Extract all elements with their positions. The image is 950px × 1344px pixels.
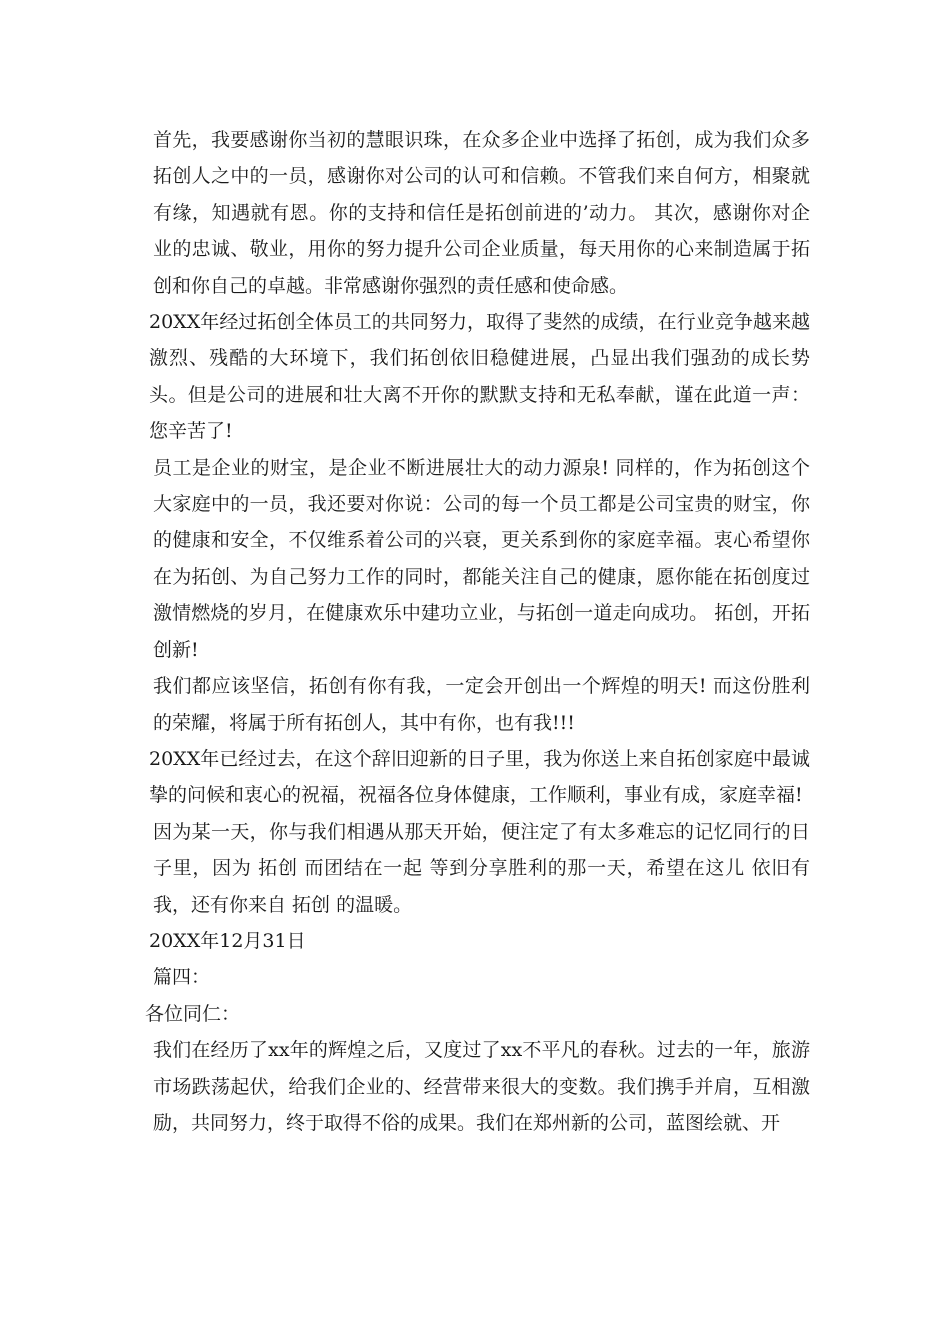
salutation: 各位同仁： — [145, 1002, 241, 1025]
date-line: 20XX年12月31日 — [149, 929, 306, 952]
paragraph-thanks: 首先，我要感谢你当初的慧眼识珠，在众多企业中选择了拓创，成为我们众多拓创人之中的一员，感谢你对公司的认可和信赖。不管我们来自何方，相聚就有缘，知遇就有恩。你的支持和信任是拓创前进的’动力。 其次，感谢你对企业的忠诚、敬业，用你的努力提升公司企业质量，每天用你的心来制造属于拓创和你自己的卓越。非常感谢你强烈的责任感和使命感。 — [153, 129, 810, 297]
paragraph-belief: 我们都应该坚信，拓创有你有我，一定会开创出一个辉煌的明天! 而这份胜利的荣耀，将属于所有拓创人，其中有你，也有我!!! — [153, 675, 810, 734]
section-heading: 篇四： — [153, 966, 211, 989]
document-page — [145, 122, 810, 1141]
paragraph-achievements: 20XX年经过拓创全体员工的共同努力，取得了斐然的成绩，在行业竞争越来越激烈、残酷的大环境下，我们拓创依旧稳健进展，凸显出我们强劲的成长势头。但是公司的进展和壮大离不开你的默默支持和无私奉献，谨在此道一声：您辛苦了! — [149, 311, 810, 443]
paragraph-new-year: 20XX年已经过去，在这个辞旧迎新的日子里，我为你送上来自拓创家庭中最诚挚的问候和衷心的祝福，祝福各位身体健康，工作顺利，事业有成，家庭幸福! — [149, 747, 810, 807]
paragraph-employees: 员工是企业的财宝，是企业不断进展壮大的动力源泉! 同样的，作为拓创这个大家庭中的一员，我还要对你说：公司的每一个员工都是公司宝贵的财宝，你的健康和安全，不仅维系着公司的兴衰，更关系到你的家庭幸福。衷心希望你在为拓创、为自己努力工作的同时，都能关注自己的健康，愿你能在拓创度过激情燃烧的岁月，在健康欢乐中建功立业，与拓创一道走向成功。 拓创，开拓创新! — [153, 456, 810, 661]
paragraph-review: 我们在经历了xx年的辉煌之后，又度过了xx不平凡的春秋。过去的一年，旅游市场跌荡起伏，给我们企业的、经营带来很大的变数。我们携手并肩，互相激励，共同努力，终于取得不俗的成果。我们在郑州新的公司，蓝图绘就、开 — [153, 1039, 810, 1134]
paragraph-memories: 因为某一天，你与我们相遇从那天开始，便注定了有太多难忘的记忆同行的日子里，因为 拓创 而团结在一起 等到分享胜利的那一天，希望在这儿 依旧有我，还有你来自 拓创 的温暖。 — [153, 820, 810, 916]
